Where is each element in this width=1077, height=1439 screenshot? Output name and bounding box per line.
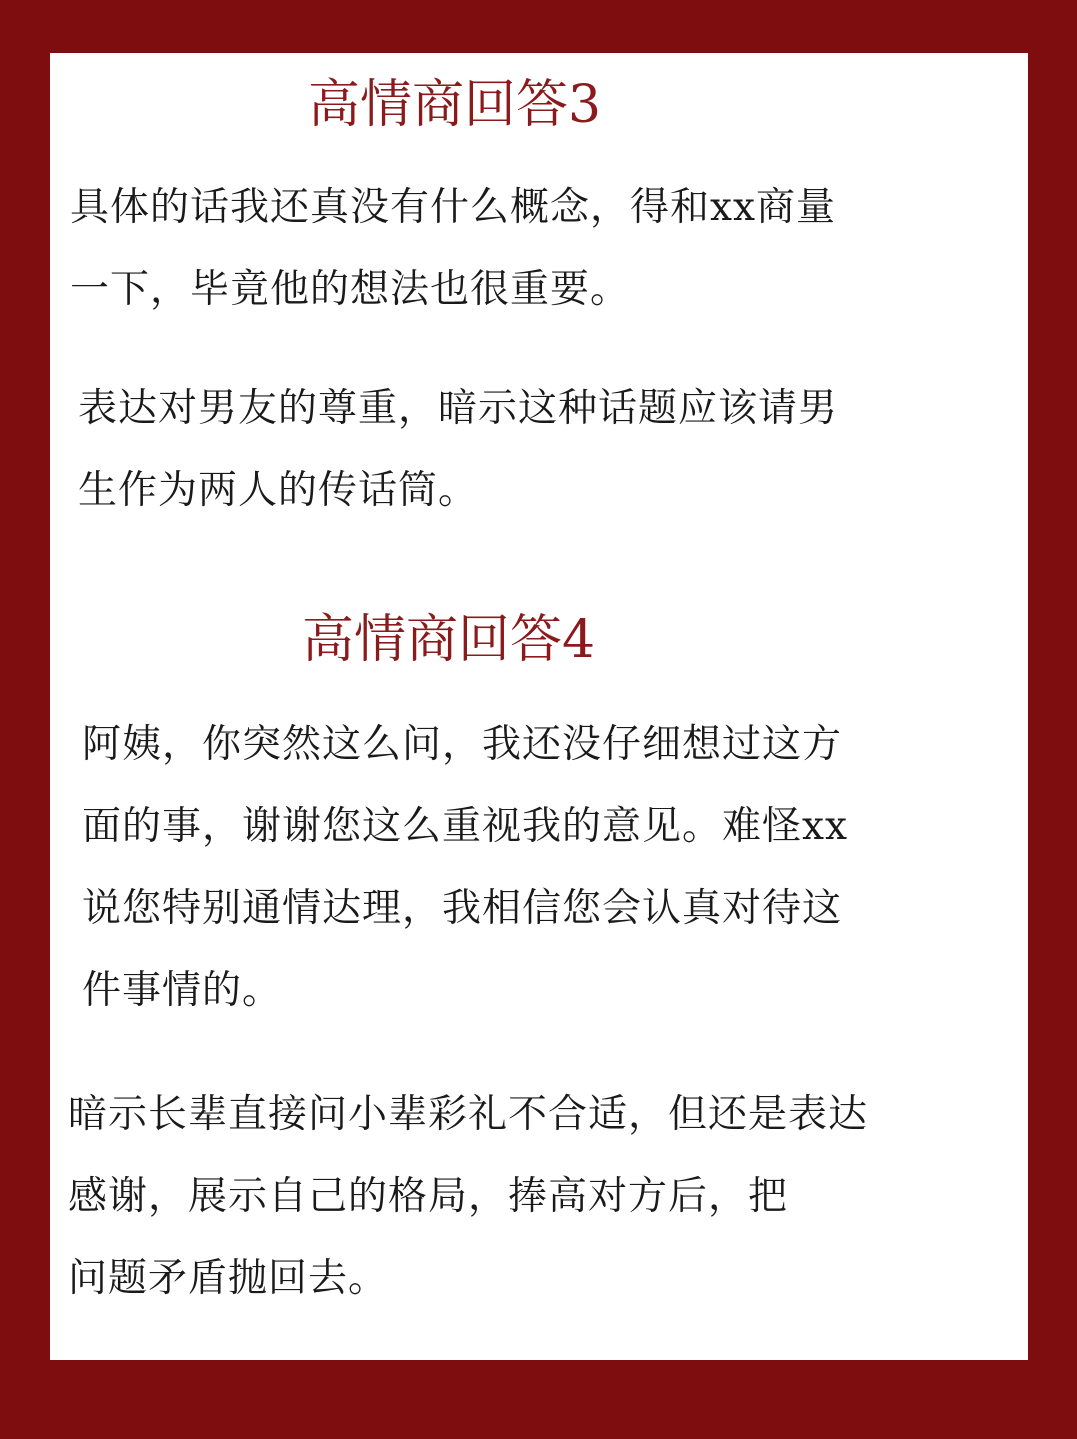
- answer-4-text: [82, 704, 848, 1032]
- answer-3-text: [70, 167, 836, 331]
- explanation-3-line: 表达对男友的尊重，暗示这种话题应该请男: [78, 386, 839, 431]
- explanation-4-line: 感谢，展示自己的格局，捧高对方后，把: [68, 1174, 789, 1219]
- explanation-3-line: 生作为两人的传话筒。: [78, 468, 479, 513]
- explanation-4-line: 暗示长辈直接问小辈彩礼不合适，但还是表达: [68, 1092, 869, 1137]
- answer-4-line: 说您特别通情达理，我相信您会认真对待这: [82, 886, 843, 931]
- explanation-4-text: [68, 1074, 868, 1320]
- heading-answer-4: 高情商回答4: [302, 610, 596, 670]
- answer-4-line: 件事情的。: [82, 968, 283, 1013]
- heading-answer-3: 高情商回答3: [308, 75, 602, 135]
- explanation-4-line: 问题矛盾抛回去。: [68, 1256, 389, 1301]
- answer-4-line: 阿姨，你突然这么问，我还没仔细想过这方: [82, 722, 843, 767]
- answer-3-line: 一下，毕竟他的想法也很重要。: [70, 267, 631, 312]
- answer-4-line: 面的事，谢谢您这么重视我的意见。难怪xx: [82, 804, 848, 849]
- explanation-3-text: [78, 368, 838, 532]
- content-card: [50, 53, 1028, 1360]
- answer-3-line: 具体的话我还真没有什么概念，得和xx商量: [70, 185, 836, 230]
